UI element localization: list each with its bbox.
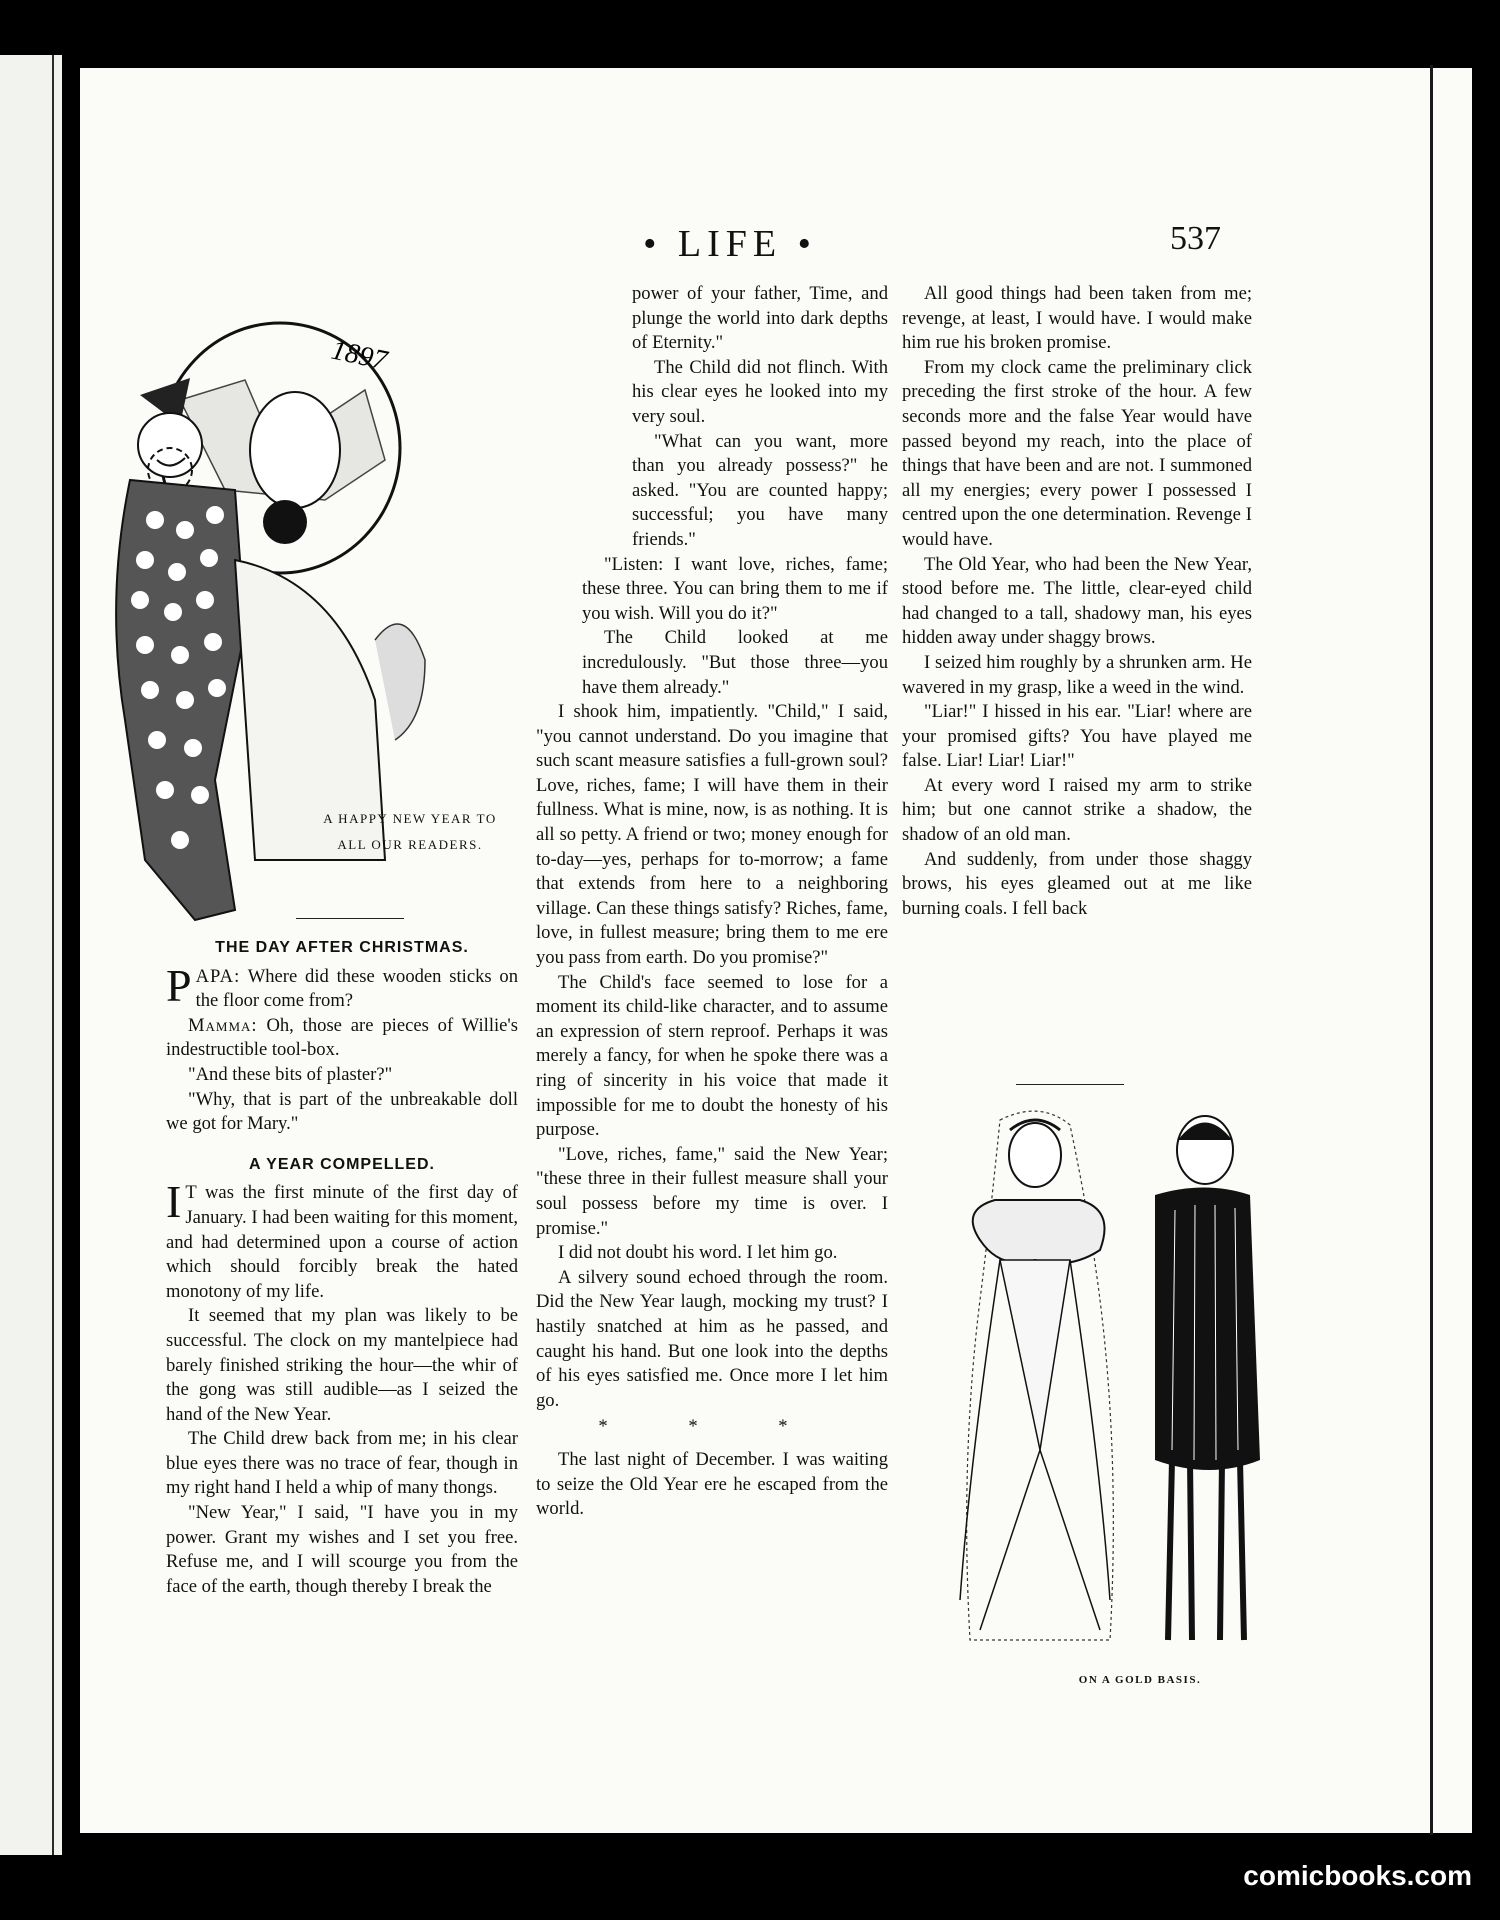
- column-3: [902, 282, 1252, 921]
- masthead: • LIFE •: [643, 223, 817, 265]
- story2-paragraph: I shook him, impatiently. "Child," I said, "you cannot understand. Do you imagine that such scant measure satisfies a full-grown soul? Love, riches, fame; I will have them in their fullness. What is mine, now, is as nothing. It is all so petty. A friend or two; money enough for to-day—yes, perhaps for to-morrow; a fame that extends from here to a neighboring village. Can these things satisfy? Riches, fame, love, in fullest measure; bring them to me ere you pass from earth. Do you promise?": [536, 701, 888, 969]
- story-title-year-compelled: A YEAR COMPELLED.: [249, 1155, 435, 1173]
- previous-page-edge: [0, 55, 62, 1855]
- story2-paragraph: "Love, riches, fame," said the New Year; "these three in their fullest measure shall your soul possess before my time is over. I promise.": [536, 1143, 888, 1239]
- story2-paragraph: "New Year," I said, "I have you in my power. Grant my wishes and I set you free. Refuse me, and I will scourge you from the face of the earth, though thereby I break the: [166, 1502, 518, 1597]
- caption-line-1: A HAPPY NEW YEAR TO: [323, 811, 497, 826]
- column-2: [536, 282, 888, 1522]
- story2-paragraph: The last night of December. I was waiting to seize the Old Year ere he escaped from the world.: [536, 1448, 888, 1520]
- bride-and-groom-illustration: [940, 1100, 1270, 1660]
- story2-paragraph: It seemed that my plan was likely to be successful. The clock on my mantelpiece had barely finished striking the hour—the whir of the gong was still audible—as I seized the hand of the New Year.: [166, 1305, 518, 1425]
- dropcap-p: P: [166, 959, 192, 1011]
- page-number: 537: [1170, 220, 1221, 257]
- story1-mamma: [166, 1014, 518, 1063]
- story2-paragraph: The Child looked at me incredulously. "But those three—you have them already.": [582, 627, 888, 698]
- watermark: comicbooks.com: [1243, 1860, 1472, 1891]
- story2-paragraph: "What can you want, more than you already possess?" he asked. "You are counted happy; successful; you have many friends.": [632, 430, 888, 550]
- story2-paragraph: The Old Year, who had been the New Year, stood before me. The little, clear-eyed child had changed to a tall, shadowy man, his eyes hidden away under shaggy brows.: [902, 553, 1252, 649]
- story2-paragraph: The Child did not flinch. With his clear eyes he looked into my very soul.: [632, 356, 888, 427]
- illustration-caption-2: ON A GOLD BASIS.: [1078, 1674, 1202, 1686]
- story1-paragraph: "Why, that is part of the unbreakable doll we got for Mary.": [166, 1088, 518, 1135]
- story2-paragraph: "Liar!" I hissed in his ear. "Liar! where are your promised gifts? You have played me false. Liar! Liar! Liar!": [902, 701, 1252, 772]
- story2-paragraph: From my clock came the preliminary click preceding the first stroke of the hour. A few seconds more and the false Year would have passed beyond my reach, into the place of things that have been and are not. I summoned all my energies; every power I possessed I centred upon the one determination. Revenge I would have.: [902, 356, 1252, 550]
- story2-paragraph: And suddenly, from under those shaggy brows, his eyes gleamed out at me like burning coals. I fell back: [902, 848, 1252, 919]
- story2-paragraph: All good things had been taken from me; revenge, at least, I would have. I would make him rue his broken promise.: [902, 283, 1252, 354]
- story2-paragraph: I did not doubt his word. I let him go.: [558, 1242, 838, 1264]
- story2-paragraph: power of your father, Time, and plunge the world into dark depths of Eternity.": [632, 283, 888, 354]
- story2-paragraph: At every word I raised my arm to strike him; but one cannot strike a shadow, the shadow of an old man.: [902, 774, 1252, 846]
- year-label: 1897: [328, 334, 390, 377]
- divider: [296, 918, 404, 919]
- divider: [1016, 1084, 1124, 1085]
- caption-line-2: ALL OUR READERS.: [337, 837, 483, 852]
- story1-paragraph: "And these bits of plaster?": [188, 1063, 393, 1085]
- story1-papa: [166, 959, 518, 1014]
- speaker-papa: APA:: [195, 965, 241, 987]
- mamma-line: Oh, those are pieces of Willie's indestructible tool-box.: [166, 1014, 518, 1061]
- story2-paragraph: "Listen: I want love, riches, fame; these three. You can bring them to me if you wish. Will you do it?": [582, 553, 888, 624]
- speaker-mamma: Mamma:: [188, 1014, 258, 1036]
- story2-paragraph: The Child drew back from me; in his clear blue eyes there was no trace of fear, though in my right hand I held a whip of many thongs.: [166, 1428, 518, 1499]
- section-break-stars: * * *: [598, 1416, 826, 1438]
- page-border: [1430, 65, 1433, 1835]
- story2-paragraph: The Child's face seemed to lose for a moment its child-like character, and to assume an expression of stern reproof. Perhaps it was merely a fancy, for when he spoke there was a ring of sincerity in his voice that made it impossible for me to doubt the honesty of his purpose.: [536, 971, 888, 1141]
- story2-paragraph: A silvery sound echoed through the room. Did the New Year laugh, mocking my trust? I hastily snatched at him as he passed, and caught his hand. But one look into the depths of his eyes satisfied me. Once more I let him go.: [536, 1266, 888, 1411]
- column-1: [166, 939, 518, 1599]
- paragraph-text: T was the first minute of the first day of January. I had been waiting for this moment, and had determined upon a course of action which should forcibly break the hated monotony of my life.: [166, 1182, 518, 1302]
- illustration-caption-1: [290, 806, 530, 858]
- story2-paragraph: [166, 1176, 518, 1304]
- papa-line: Where did these wooden sticks on the floor come from?: [195, 965, 518, 1012]
- story-title-day-after-christmas: THE DAY AFTER CHRISTMAS.: [215, 939, 469, 956]
- story2-paragraph: I seized him roughly by a shrunken arm. He wavered in my grasp, like a weed in the wind.: [902, 651, 1252, 698]
- dropcap-i: I: [166, 1176, 182, 1228]
